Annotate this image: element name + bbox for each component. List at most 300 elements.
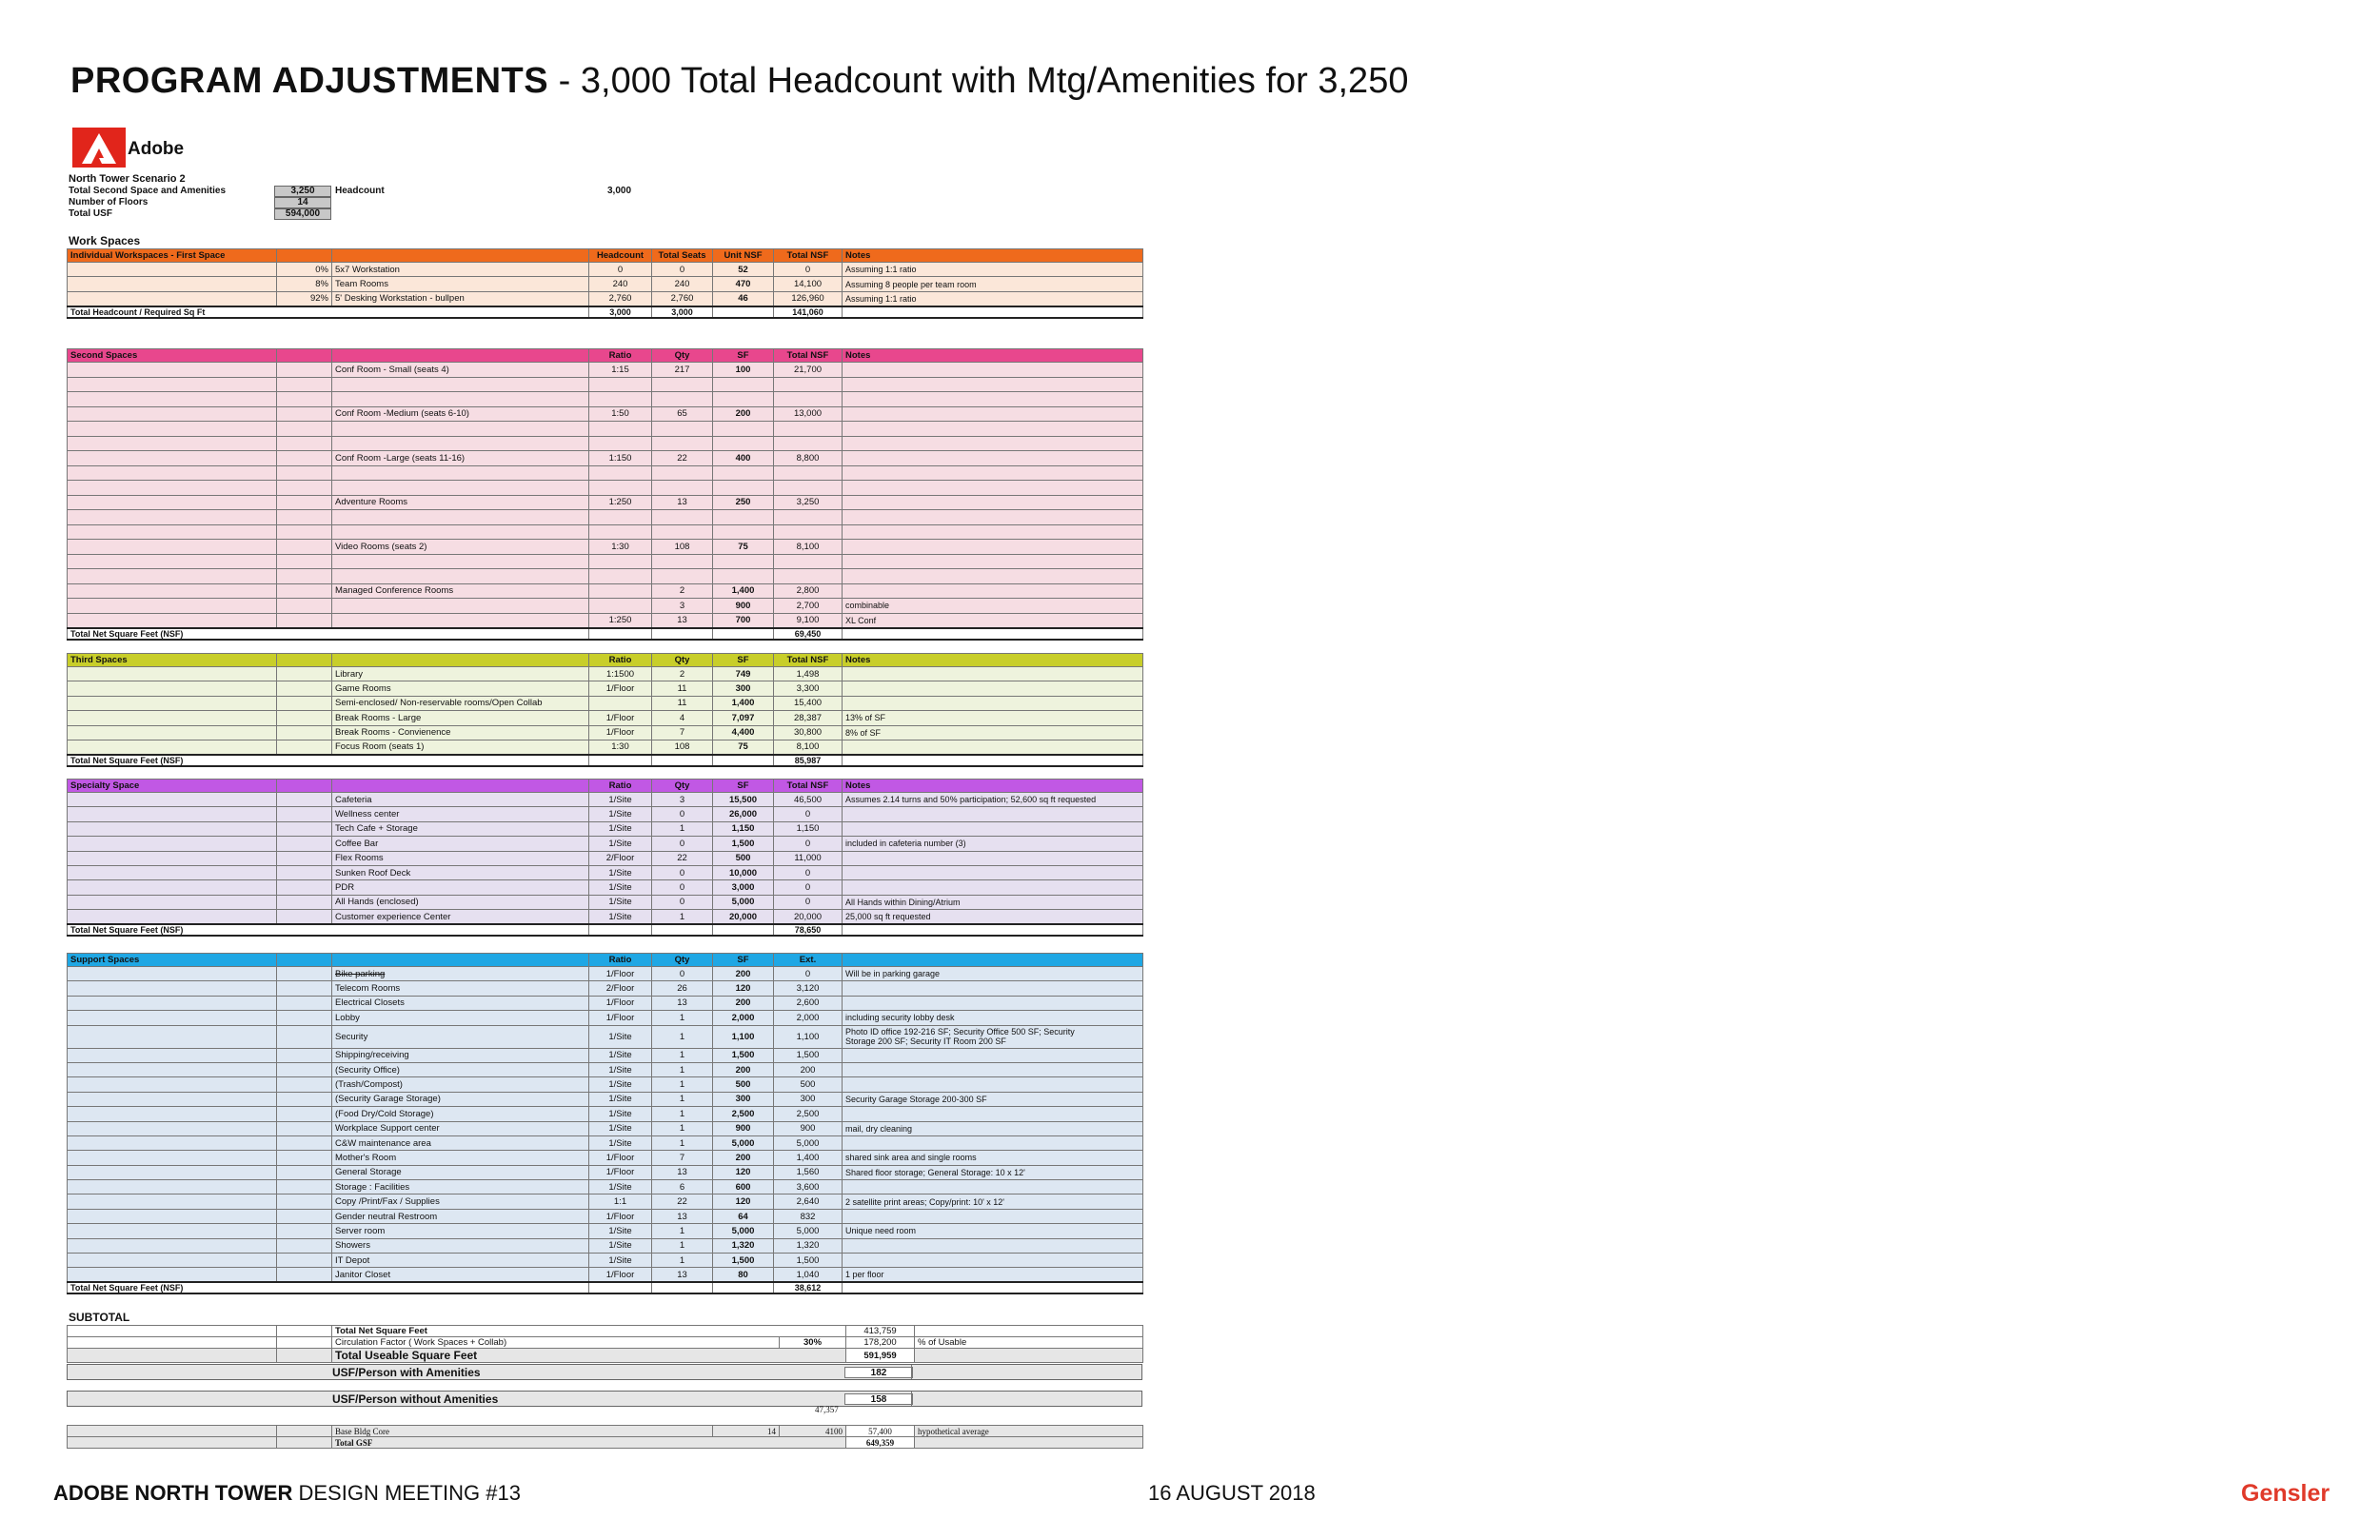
core-total: 57,400: [846, 1426, 915, 1437]
table-row: [68, 569, 1143, 584]
subtotal-net-row: [68, 1326, 1143, 1337]
row-qty: 26: [652, 981, 713, 996]
table-row: [68, 1194, 1143, 1209]
row-percent: [277, 1107, 332, 1121]
row-ratio: 1/Site: [589, 1077, 652, 1092]
row-ratio: 1/Floor: [589, 996, 652, 1010]
row-category: [68, 1165, 277, 1179]
row-qty: [652, 510, 713, 525]
row-ratio: 2/Floor: [589, 851, 652, 865]
row-total: 0: [774, 263, 843, 277]
circulation-note: % of Usable: [915, 1337, 1143, 1349]
table-row: [68, 1025, 1143, 1048]
header-total: Total NSF: [774, 780, 843, 793]
row-name: [332, 554, 589, 569]
row-notes: [843, 821, 1143, 836]
scenario-row: [69, 197, 664, 208]
total-qty: 3,000: [652, 306, 713, 318]
header-qty: Total Seats: [652, 249, 713, 263]
row-percent: [277, 524, 332, 540]
row-sf: 1,500: [713, 1048, 774, 1062]
usf-without-amenities-bar: [67, 1391, 1142, 1407]
header-sf: SF: [713, 780, 774, 793]
header-ratio: Ratio: [589, 349, 652, 363]
header-qty: Qty: [652, 954, 713, 967]
row-sf: 470: [713, 277, 774, 291]
row-ratio: 1:1500: [589, 667, 652, 681]
header-total: Total NSF: [774, 349, 843, 363]
row-sf: 200: [713, 1151, 774, 1165]
row-sf: 2,000: [713, 1011, 774, 1025]
row-sf: [713, 422, 774, 437]
row-percent: [277, 793, 332, 807]
net-sf-label: Total Net Square Feet: [332, 1326, 846, 1337]
row-sf: [713, 481, 774, 496]
row-total: 5,000: [774, 1135, 843, 1150]
header-notes: Notes: [843, 349, 1143, 363]
usf-with-amenities-bar: [67, 1364, 1142, 1380]
page-title: [70, 61, 1408, 102]
row-total: [774, 392, 843, 407]
row-total: 0: [774, 895, 843, 909]
row-category: [68, 495, 277, 510]
row-ratio: 1/Site: [589, 1107, 652, 1121]
row-ratio: 1/Site: [589, 1135, 652, 1150]
table-row: [68, 392, 1143, 407]
scenario-name: North Tower Scenario 2: [69, 173, 186, 185]
row-name: Showers: [332, 1238, 589, 1253]
row-category: [68, 910, 277, 924]
row-total: 1,320: [774, 1238, 843, 1253]
row-sf: [713, 436, 774, 451]
row-total: 1,040: [774, 1268, 843, 1282]
row-qty: 0: [652, 967, 713, 981]
row-notes: 25,000 sq ft requested: [843, 910, 1143, 924]
row-notes: [843, 451, 1143, 466]
row-name: Managed Conference Rooms: [332, 583, 589, 599]
row-category: [68, 1254, 277, 1268]
row-name: [332, 524, 589, 540]
row-sf: 200: [713, 967, 774, 981]
table-row: [68, 1151, 1143, 1165]
row-category: [68, 1077, 277, 1092]
row-total: [774, 524, 843, 540]
row-ratio: 1:15: [589, 363, 652, 378]
row-sf: 300: [713, 681, 774, 696]
row-notes-line: Storage 200 SF; Security IT Room 200 SF: [845, 1037, 1006, 1047]
row-sf: 75: [713, 540, 774, 555]
core-label: Base Bldg Core: [332, 1426, 713, 1437]
row-name: Coffee Bar: [332, 837, 589, 851]
row-qty: 1: [652, 821, 713, 836]
table-row: [68, 377, 1143, 392]
header-qty: Qty: [652, 780, 713, 793]
row-qty: 13: [652, 1268, 713, 1282]
row-name: Focus Room (seats 1): [332, 740, 589, 754]
row-qty: 1: [652, 1121, 713, 1135]
table-row: [68, 851, 1143, 865]
row-qty: 0: [652, 895, 713, 909]
scenario-info: [69, 173, 664, 220]
usf-without-label: USF/Person without Amenities: [332, 1392, 499, 1406]
row-category: [68, 263, 277, 277]
row-notes: [843, 880, 1143, 895]
table-row: [68, 599, 1143, 614]
section-title: Specialty Space: [68, 780, 277, 793]
table-row: [68, 1135, 1143, 1150]
row-qty: 2: [652, 667, 713, 681]
row-qty: 22: [652, 1194, 713, 1209]
subtotal-heading: SUBTOTAL: [69, 1311, 130, 1324]
row-category: [68, 793, 277, 807]
table-row: [68, 910, 1143, 924]
row-qty: [652, 569, 713, 584]
header-blank: [277, 780, 332, 793]
row-percent: [277, 422, 332, 437]
row-total: [774, 465, 843, 481]
row-total: 1,560: [774, 1165, 843, 1179]
row-category: [68, 422, 277, 437]
table-row: [68, 451, 1143, 466]
row-percent: [277, 667, 332, 681]
row-total: 2,640: [774, 1194, 843, 1209]
row-category: [68, 465, 277, 481]
total-notes: [843, 755, 1143, 766]
row-percent: [277, 569, 332, 584]
row-total: 300: [774, 1092, 843, 1106]
row-total: 30,800: [774, 725, 843, 740]
row-name: [332, 465, 589, 481]
row-notes: [843, 569, 1143, 584]
row-notes: Will be in parking garage: [843, 967, 1143, 981]
table-row: [68, 613, 1143, 628]
row-qty: 240: [652, 277, 713, 291]
table-row: [68, 1224, 1143, 1238]
row-ratio: [589, 696, 652, 710]
row-sf: [713, 554, 774, 569]
row-name: Tech Cafe + Storage: [332, 821, 589, 836]
specialty-space-table: [67, 779, 1143, 937]
row-total: [774, 569, 843, 584]
row-category: [68, 377, 277, 392]
row-percent: [277, 880, 332, 895]
row-total: 46,500: [774, 793, 843, 807]
row-ratio: 1:30: [589, 740, 652, 754]
total-sf: [713, 306, 774, 318]
row-percent: [277, 540, 332, 555]
row-name: [332, 481, 589, 496]
row-sf: 500: [713, 1077, 774, 1092]
row-total: 1,400: [774, 1151, 843, 1165]
row-qty: 1: [652, 1224, 713, 1238]
row-ratio: 1/Site: [589, 1254, 652, 1268]
table-row: [68, 821, 1143, 836]
row-sf: [713, 392, 774, 407]
scenario-value: 3,250: [274, 186, 331, 197]
row-notes: Unique need room: [843, 1224, 1143, 1238]
row-sf: 5,000: [713, 1135, 774, 1150]
section-total-row: [68, 306, 1143, 318]
row-category: [68, 451, 277, 466]
row-category: [68, 967, 277, 981]
row-category: [68, 583, 277, 599]
gsf-total-value: 649,359: [846, 1437, 915, 1449]
row-notes: [843, 865, 1143, 879]
row-notes: [843, 392, 1143, 407]
row-percent: 92%: [277, 291, 332, 306]
row-category: [68, 1151, 277, 1165]
gsf-total-row: [68, 1437, 1143, 1449]
row-qty: 13: [652, 613, 713, 628]
row-qty: 3: [652, 793, 713, 807]
row-total: 9,100: [774, 613, 843, 628]
row-notes: [843, 481, 1143, 496]
row-notes: [843, 681, 1143, 696]
second-spaces-table: [67, 348, 1143, 641]
table-row: [68, 481, 1143, 496]
row-category: [68, 981, 277, 996]
header-sf: SF: [713, 654, 774, 667]
work-spaces-table: [67, 248, 1143, 319]
row-percent: [277, 821, 332, 836]
usf-with-label: USF/Person with Amenities: [332, 1366, 481, 1379]
row-notes: [843, 667, 1143, 681]
core-note: hypothetical average: [915, 1426, 1143, 1437]
row-category: [68, 436, 277, 451]
row-qty: [652, 377, 713, 392]
row-notes: [843, 540, 1143, 555]
scenario-label: Total Second Space and Amenities: [69, 186, 227, 196]
row-ratio: 1/Site: [589, 821, 652, 836]
row-notes: 1 per floor: [843, 1268, 1143, 1282]
row-ratio: 0: [589, 263, 652, 277]
row-total: 28,387: [774, 711, 843, 725]
row-sf: 700: [713, 613, 774, 628]
row-total: 21,700: [774, 363, 843, 378]
header-sf: SF: [713, 954, 774, 967]
row-category: [68, 481, 277, 496]
row-qty: 1: [652, 1077, 713, 1092]
table-row: [68, 436, 1143, 451]
row-percent: [277, 436, 332, 451]
row-ratio: [589, 554, 652, 569]
row-qty: [652, 481, 713, 496]
row-percent: [277, 1254, 332, 1268]
circulation-pct: 30%: [780, 1337, 846, 1349]
total-nsf: 69,450: [774, 628, 843, 640]
row-qty: 1: [652, 1011, 713, 1025]
row-total: [774, 377, 843, 392]
row-name: Mother's Room: [332, 1151, 589, 1165]
row-ratio: 1/Floor: [589, 725, 652, 740]
footer-project-rest: DESIGN MEETING #13: [292, 1481, 521, 1505]
row-category: [68, 821, 277, 836]
row-ratio: 1/Site: [589, 1180, 652, 1194]
row-total: 0: [774, 807, 843, 821]
row-name: Break Rooms - Convienence: [332, 725, 589, 740]
row-sf: 120: [713, 1165, 774, 1179]
work-spaces-heading: Work Spaces: [69, 234, 141, 247]
row-name: Storage : Facilities: [332, 1180, 589, 1194]
row-total: 8,100: [774, 540, 843, 555]
row-total: 14,100: [774, 277, 843, 291]
row-notes: [843, 696, 1143, 710]
row-notes: combinable: [843, 599, 1143, 614]
row-percent: [277, 865, 332, 879]
row-name: Janitor Closet: [332, 1268, 589, 1282]
row-total: [774, 510, 843, 525]
footer-date: 16 AUGUST 2018: [1148, 1481, 1316, 1505]
row-percent: [277, 967, 332, 981]
row-notes-line: Photo ID office 192-216 SF; Security Office 500 SF; Security: [845, 1027, 1075, 1037]
row-percent: [277, 377, 332, 392]
table-row: [68, 1254, 1143, 1268]
row-total: 832: [774, 1209, 843, 1223]
circulation-label: Circulation Factor ( Work Spaces + Collab): [332, 1337, 780, 1349]
row-total: 15,400: [774, 696, 843, 710]
table-row: [68, 291, 1143, 306]
row-total: [774, 436, 843, 451]
scenario-label: Total USF: [69, 208, 112, 219]
row-notes: 13% of SF: [843, 711, 1143, 725]
row-sf: 500: [713, 851, 774, 865]
total-qty: [652, 755, 713, 766]
row-ratio: 1/Site: [589, 880, 652, 895]
row-sf: 10,000: [713, 865, 774, 879]
row-name: (Trash/Compost): [332, 1077, 589, 1092]
usable-row: [68, 1349, 1143, 1363]
row-percent: [277, 696, 332, 710]
section-header-row: [68, 349, 1143, 363]
row-name: Security: [332, 1025, 589, 1048]
total-label: Total Net Square Feet (NSF): [68, 1282, 589, 1293]
row-sf: 1,320: [713, 1238, 774, 1253]
header-notes: Notes: [843, 780, 1143, 793]
row-name: Workplace Support center: [332, 1121, 589, 1135]
row-ratio: 1/Site: [589, 865, 652, 879]
total-notes: [843, 628, 1143, 640]
row-percent: [277, 740, 332, 754]
row-total: 1,100: [774, 1025, 843, 1048]
row-category: [68, 569, 277, 584]
row-category: [68, 1048, 277, 1062]
row-qty: 13: [652, 495, 713, 510]
header-qty: Qty: [652, 654, 713, 667]
header-sf: Unit NSF: [713, 249, 774, 263]
row-percent: [277, 1165, 332, 1179]
row-notes: Assuming 1:1 ratio: [843, 291, 1143, 306]
row-percent: [277, 583, 332, 599]
section-title: Second Spaces: [68, 349, 277, 363]
row-sf: 5,000: [713, 1224, 774, 1238]
header-qty: Qty: [652, 349, 713, 363]
row-percent: [277, 613, 332, 628]
row-name: [332, 510, 589, 525]
row-total: 3,300: [774, 681, 843, 696]
row-ratio: 1/Site: [589, 807, 652, 821]
table-row: [68, 1048, 1143, 1062]
header-notes: Notes: [843, 654, 1143, 667]
section-total-row: [68, 755, 1143, 766]
row-total: 0: [774, 837, 843, 851]
row-ratio: [589, 481, 652, 496]
headcount-label: Headcount: [335, 186, 385, 196]
row-qty: 0: [652, 837, 713, 851]
row-ratio: 2,760: [589, 291, 652, 306]
row-name: C&W maintenance area: [332, 1135, 589, 1150]
total-label: Total Net Square Feet (NSF): [68, 755, 589, 766]
row-name: Electrical Closets: [332, 996, 589, 1010]
row-total: 2,600: [774, 996, 843, 1010]
row-total: 3,120: [774, 981, 843, 996]
row-ratio: [589, 599, 652, 614]
table-row: [68, 406, 1143, 422]
row-total: 2,800: [774, 583, 843, 599]
row-sf: 15,500: [713, 793, 774, 807]
row-total: 2,700: [774, 599, 843, 614]
page-title-bold: PROGRAM ADJUSTMENTS: [70, 61, 549, 101]
circulation-row: [68, 1337, 1143, 1349]
row-ratio: 1/Floor: [589, 1011, 652, 1025]
total-nsf: 85,987: [774, 755, 843, 766]
row-total: 0: [774, 880, 843, 895]
row-qty: 6: [652, 1180, 713, 1194]
row-notes: [843, 1077, 1143, 1092]
row-category: [68, 406, 277, 422]
row-percent: [277, 392, 332, 407]
table-row: [68, 880, 1143, 895]
row-sf: 300: [713, 1092, 774, 1106]
row-sf: 1,100: [713, 1025, 774, 1048]
row-notes: 8% of SF: [843, 725, 1143, 740]
row-notes: [843, 1254, 1143, 1268]
row-qty: 0: [652, 880, 713, 895]
row-name: Conf Room -Large (seats 11-16): [332, 451, 589, 466]
header-blank: [277, 654, 332, 667]
row-notes: Security Garage Storage 200-300 SF: [843, 1092, 1143, 1106]
header-notes: Notes: [843, 249, 1143, 263]
row-notes: [843, 583, 1143, 599]
row-category: [68, 895, 277, 909]
row-qty: 13: [652, 996, 713, 1010]
total-qty: [652, 1282, 713, 1293]
row-percent: [277, 895, 332, 909]
table-row: [68, 740, 1143, 754]
usable-label: Total Useable Square Feet: [332, 1349, 846, 1363]
row-sf: 120: [713, 981, 774, 996]
row-name: Gender neutral Restroom: [332, 1209, 589, 1223]
row-name: Team Rooms: [332, 277, 589, 291]
row-total: 0: [774, 865, 843, 879]
row-notes: Assuming 8 people per team room: [843, 277, 1143, 291]
row-ratio: 1/Floor: [589, 1209, 652, 1223]
table-row: [68, 1238, 1143, 1253]
row-name: Telecom Rooms: [332, 981, 589, 996]
row-notes: [843, 1238, 1143, 1253]
table-row: [68, 465, 1143, 481]
row-name: Customer experience Center: [332, 910, 589, 924]
row-percent: [277, 1062, 332, 1076]
row-total: 8,100: [774, 740, 843, 754]
row-ratio: 1/Site: [589, 1092, 652, 1106]
row-name: Shipping/receiving: [332, 1048, 589, 1062]
table-row: [68, 1077, 1143, 1092]
gsf-total-label: Total GSF: [332, 1437, 846, 1449]
row-qty: 1: [652, 1254, 713, 1268]
row-sf: [713, 377, 774, 392]
row-total: 3,250: [774, 495, 843, 510]
footer-project-bold: ADOBE NORTH TOWER: [53, 1481, 293, 1505]
